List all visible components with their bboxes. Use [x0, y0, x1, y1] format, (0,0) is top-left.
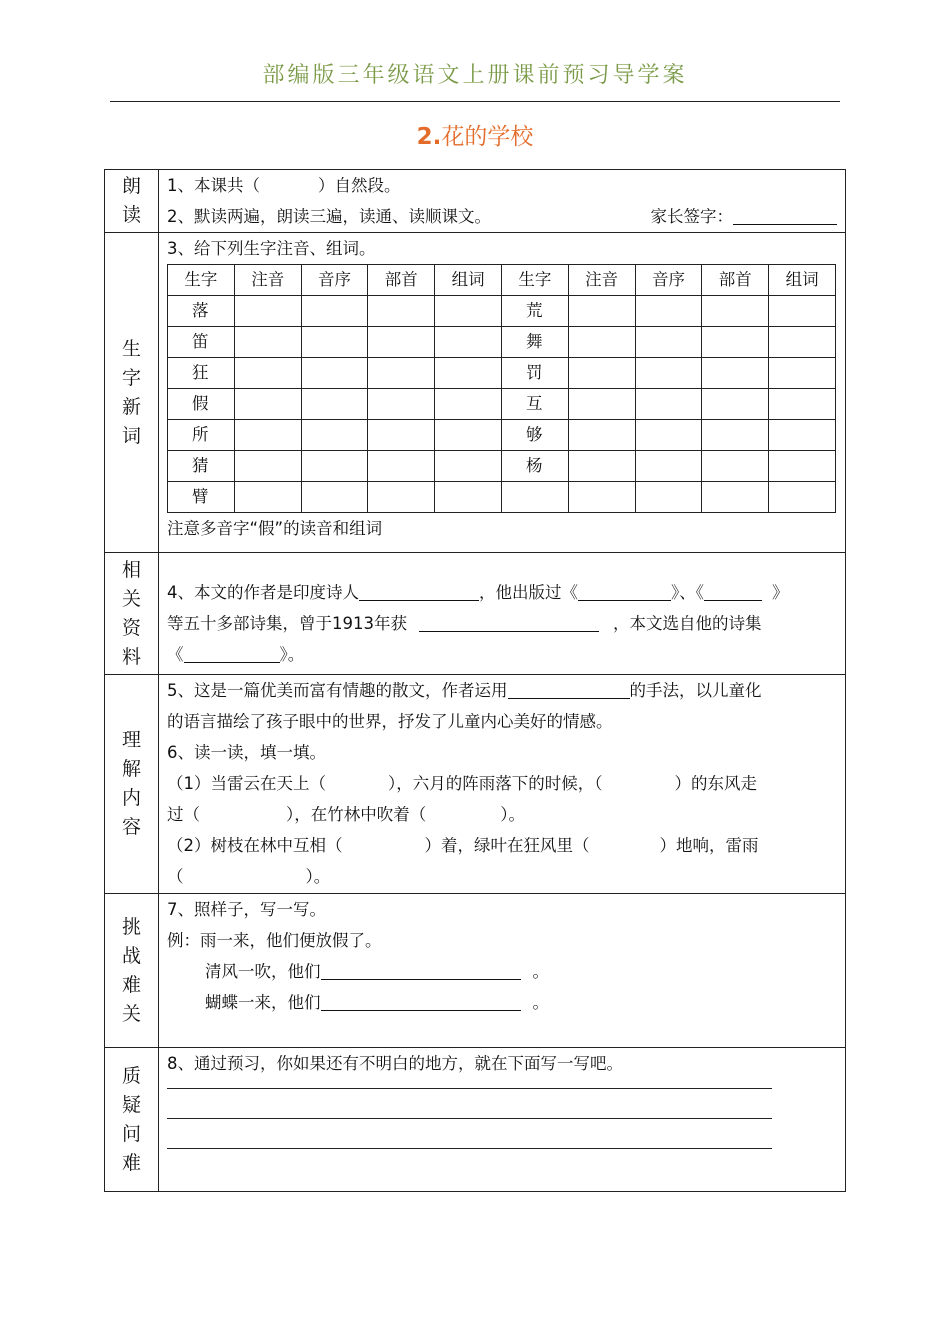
sentence-1: 清风一吹，他们 。 — [167, 956, 837, 987]
fill-1: （1）当雷云在天上（ ），六月的阵雨落下的时候，（ ）的东风走 — [167, 774, 757, 793]
question-2: 2、默读两遍，朗读三遍，读通、读顺课文。 家长签字： — [167, 201, 837, 232]
parent-signature: 家长签字： — [651, 201, 838, 232]
section-vocab — [105, 233, 846, 553]
book-1-field[interactable] — [578, 580, 671, 601]
section-label-info: 相 关 资 料 — [105, 553, 159, 675]
sentence-2: 蝴蝶一来，他们 。 — [167, 987, 837, 1018]
worksheet-table — [104, 169, 846, 1192]
polyphone-note: 注意多音字“假”的读音和组词 — [167, 519, 383, 538]
grid-row: 狂 罚 — [168, 358, 836, 389]
header-rule — [110, 101, 840, 102]
question-4: 4、本文的作者是印度诗人 ，他出版过《 》、《 》 — [167, 577, 837, 608]
question-3: 3、给下列生字注音、组词。 — [167, 239, 376, 258]
section-label-read: 朗 读 — [105, 170, 159, 233]
answer-line[interactable] — [167, 1079, 772, 1089]
grid-row: 笛 舞 — [168, 327, 836, 358]
grid-row: 落 荒 — [168, 296, 836, 327]
signature-field[interactable] — [733, 204, 837, 225]
grid-header-row: 生字 注音 音序 部首 组词 生字 注音 音序 部首 组词 — [168, 265, 836, 296]
question-5: 5、这是一篇优美而富有情趣的散文，作者运用 的手法，以儿童化 — [167, 675, 837, 706]
sentence-2-field[interactable] — [321, 990, 521, 1011]
section-understand: 理 解 内 容 5、这是一篇优美而富有情趣的散文，作者运用 的手法，以儿童化 的语言描绘了孩子眼中的世界，抒发了儿童内心美好的情感。 6、读一读，填一填。 （1）当雷云在天上（ ），六月的阵雨落下的时候，（ ）的东风走 过（ ），在竹林中吹着（ ）。 （2）树枝在林中互相（ ）着，绿叶在狂风里（ ）地响，雷雨 （ ）。 — [105, 675, 846, 894]
grid-row: 臂 — [168, 482, 836, 513]
question-1: 1、本课共（ ）自然段。 — [167, 176, 401, 195]
award-field[interactable] — [419, 611, 599, 632]
lesson-title — [0, 118, 950, 151]
answer-line[interactable] — [167, 1089, 772, 1119]
lesson-number: 2. — [416, 124, 442, 150]
section-label-challenge: 挑 战 难 关 — [105, 894, 159, 1048]
technique-field[interactable] — [508, 678, 630, 699]
section-read — [105, 170, 846, 233]
example-sentence: 例：雨一来，他们便放假了。 — [167, 931, 382, 950]
document-header: 部编版三年级语文上册课前预习导学案 — [262, 63, 688, 88]
question-8: 8、通过预习，你如果还有不明白的地方，就在下面写一写吧。 — [167, 1054, 623, 1073]
section-label-vocab: 生 字 新 词 — [105, 233, 159, 553]
answer-line[interactable] — [167, 1119, 772, 1149]
poet-name-field[interactable] — [359, 580, 479, 601]
fill-2: （2）树枝在林中互相（ ）着，绿叶在狂风里（ ）地响，雷雨 — [167, 836, 759, 855]
section-question — [105, 1048, 846, 1192]
question-7: 7、照样子，写一写。 — [167, 900, 326, 919]
section-challenge — [105, 894, 846, 1048]
section-label-understand: 理 解 内 容 — [105, 675, 159, 894]
book-2-field[interactable] — [704, 580, 762, 601]
grid-row: 假 互 — [168, 389, 836, 420]
section-info: 相 关 资 料 4、本文的作者是印度诗人 ，他出版过《 》、《 》 等五十多部诗集，曾于1913年获 ，本文选自他的诗集 《 》。 — [105, 553, 846, 675]
section-label-question: 质 疑 问 难 — [105, 1048, 159, 1192]
grid-row: 所 够 — [168, 420, 836, 451]
collection-field[interactable] — [184, 642, 280, 663]
grid-row: 猜 杨 — [168, 451, 836, 482]
lesson-name: 花的学校 — [441, 124, 534, 150]
question-6: 6、读一读，填一填。 — [167, 743, 326, 762]
character-grid — [167, 264, 836, 513]
sentence-1-field[interactable] — [321, 959, 521, 980]
